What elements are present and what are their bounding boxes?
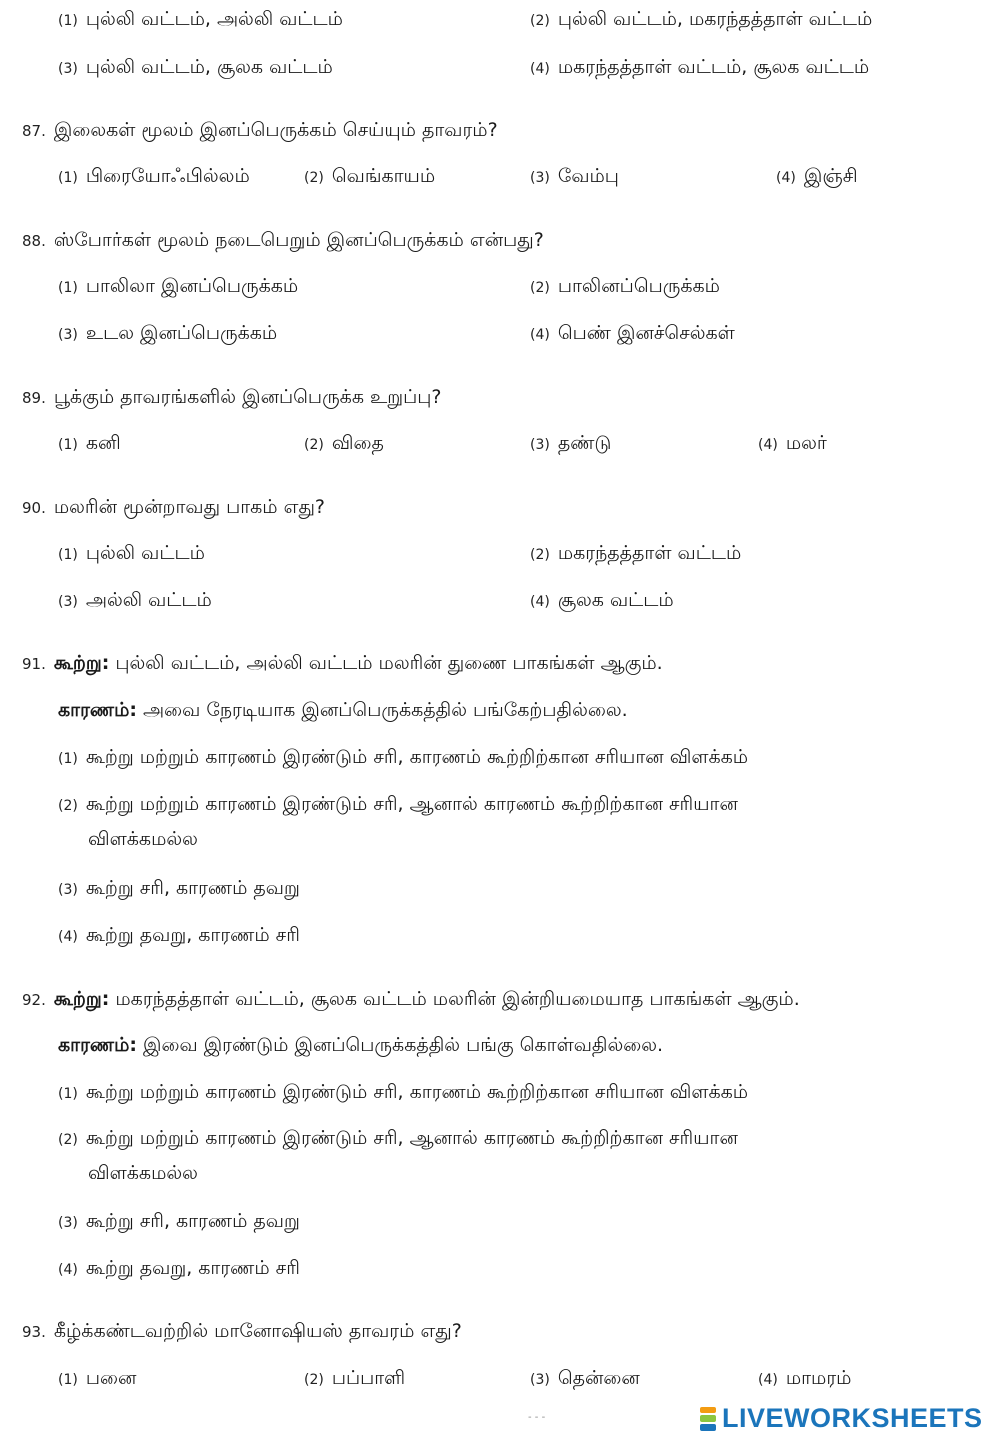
q87-option-3: (3) வேம்பு (530, 165, 619, 187)
question-91-assertion: 91. கூற்று: புல்லி வட்டம், அல்லி வட்டம் மலரின் துணை பாகங்கள் ஆகும். (22, 652, 663, 674)
q92-option-1: (1) கூற்று மற்றும் காரணம் இரண்டும் சரி, காரணம் கூற்றிற்கான சரியான விளக்கம் (58, 1081, 749, 1103)
q89-option-2: (2) விதை (304, 432, 384, 454)
option-row-1-left: (1) புல்லி வட்டம், அல்லி வட்டம் (58, 8, 343, 30)
q88-option-1: (1) பாலிலா இனப்பெருக்கம் (58, 275, 299, 297)
option-row-2-right: (4) மகரந்தத்தாள் வட்டம், சூலக வட்டம் (530, 56, 870, 78)
question-88: 88. ஸ்போர்கள் மூலம் நடைபெறும் இனப்பெருக்கம் என்பது? (22, 229, 544, 251)
q93-option-1: (1) பனை (58, 1367, 137, 1389)
q93-option-3: (3) தென்னை (530, 1367, 640, 1389)
q93-option-4: (4) மாமரம் (758, 1367, 852, 1389)
q91-option-3: (3) கூற்று சரி, காரணம் தவறு (58, 877, 300, 899)
q90-option-1: (1) புல்லி வட்டம் (58, 542, 205, 564)
q92-option-4: (4) கூற்று தவறு, காரணம் சரி (58, 1257, 300, 1279)
question-90: 90. மலரின் மூன்றாவது பாகம் எது? (22, 496, 326, 518)
q92-option-2: (2) கூற்று மற்றும் காரணம் இரண்டும் சரி, ஆனால் காரணம் கூற்றிற்கான சரியான (58, 1127, 738, 1149)
q88-option-3: (3) உடல இனப்பெருக்கம் (58, 322, 278, 344)
q89-option-1: (1) கனி (58, 432, 121, 454)
question-91-reason: காரணம்: அவை நேரடியாக இனப்பெருக்கத்தில் பங்கேற்பதில்லை. (58, 699, 628, 721)
q88-option-2: (2) பாலினப்பெருக்கம் (530, 275, 720, 297)
q90-option-3: (3) அல்லி வட்டம் (58, 589, 212, 611)
q87-option-4: (4) இஞ்சி (776, 165, 858, 187)
q91-option-2-cont: விளக்கமல்ல (88, 828, 198, 850)
q89-option-4: (4) மலர் (758, 432, 827, 454)
question-87: 87. இலைகள் மூலம் இனப்பெருக்கம் செய்யும் தாவரம்? (22, 119, 498, 141)
question-92-reason: காரணம்: இவை இரண்டும் இனப்பெருக்கத்தில் பங்கு கொள்வதில்லை. (58, 1034, 664, 1056)
liveworksheets-logo-icon (700, 1406, 716, 1432)
option-row-1-right: (2) புல்லி வட்டம், மகரந்தத்தாள் வட்டம் (530, 8, 873, 30)
q92-option-3: (3) கூற்று சரி, காரணம் தவறு (58, 1210, 300, 1232)
question-89: 89. பூக்கும் தாவரங்களில் இனப்பெருக்க உறுப்பு? (22, 386, 442, 408)
q93-option-2: (2) பப்பாளி (304, 1367, 406, 1389)
question-92-assertion: 92. கூற்று: மகரந்தத்தாள் வட்டம், சூலக வட்டம் மலரின் இன்றியமையாத பாகங்கள் ஆகும். (22, 988, 800, 1010)
q92-option-2-cont: விளக்கமல்ல (88, 1162, 198, 1184)
q90-option-4: (4) சூலக வட்டம் (530, 589, 674, 611)
page-number-mark: - - - (528, 1412, 546, 1423)
brand-name: LIVEWORKSHEETS (722, 1403, 983, 1433)
liveworksheets-logo[interactable] (700, 1403, 983, 1434)
q90-option-2: (2) மகரந்தத்தாள் வட்டம் (530, 542, 742, 564)
q87-option-1: (1) பிரையோஃபில்லம் (58, 165, 250, 187)
q91-option-1: (1) கூற்று மற்றும் காரணம் இரண்டும் சரி, காரணம் கூற்றிற்கான சரியான விளக்கம் (58, 746, 749, 768)
q89-option-3: (3) தண்டு (530, 432, 612, 454)
question-93: 93. கீழ்க்கண்டவற்றில் மானோஷியஸ் தாவரம் எது? (22, 1320, 462, 1342)
q91-option-4: (4) கூற்று தவறு, காரணம் சரி (58, 924, 300, 946)
q88-option-4: (4) பெண் இனச்செல்கள் (530, 322, 735, 344)
q91-option-2: (2) கூற்று மற்றும் காரணம் இரண்டும் சரி, ஆனால் காரணம் கூற்றிற்கான சரியான (58, 793, 738, 815)
q87-option-2: (2) வெங்காயம் (304, 165, 436, 187)
option-row-2-left: (3) புல்லி வட்டம், சூலக வட்டம் (58, 56, 333, 78)
